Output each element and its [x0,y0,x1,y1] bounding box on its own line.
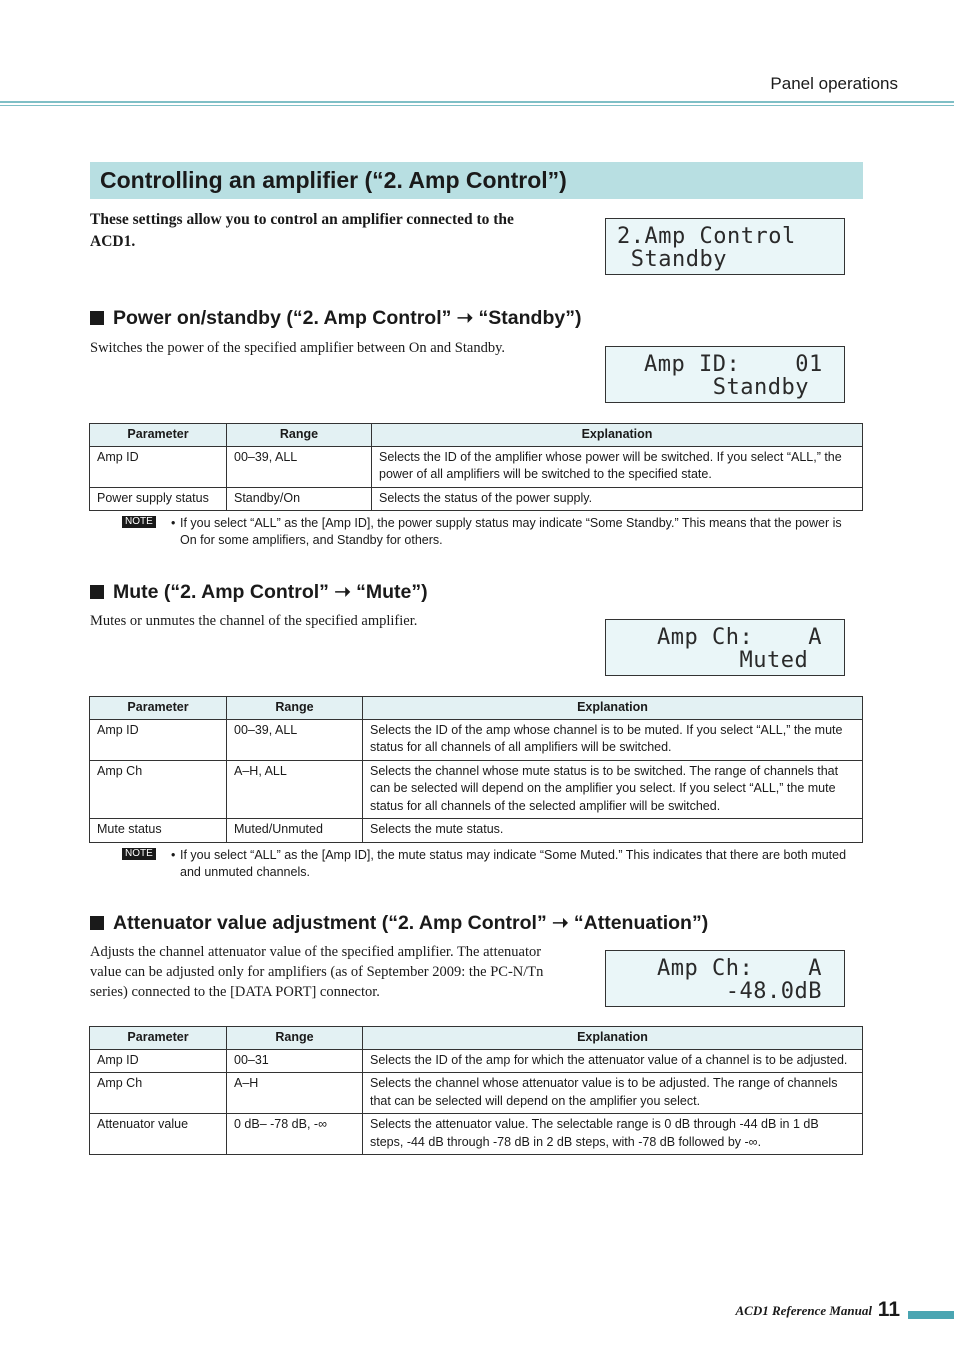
table-cell: Selects the mute status. [363,819,863,843]
lcd-line-1: Amp Ch: A [657,956,822,981]
lcd-power [605,346,845,403]
table-cell: Selects the channel whose attenuator value is to be adjusted. The range of channels that can be selected will depend on the amplifier you select. [363,1073,863,1114]
table-cell: A–H [227,1073,363,1114]
table-cell: Selects the ID of the amp for which the attenuator value of a channel is to be adjusted. [363,1049,863,1073]
intro-text: These settings allow you to control an amplifier connected to the ACD1. [90,211,514,250]
lcd-line-2: Standby [617,247,727,272]
lcd-mute [605,619,845,676]
power-description: Switches the power of the specified amplifier between On and Standby. [90,340,506,356]
header-rule-thin [0,105,954,106]
page-number: 11 [877,1298,900,1321]
section-header: Panel operations [770,74,898,93]
table-row [90,446,863,487]
footer-accent-bar [908,1311,954,1319]
lcd-line-2: Muted [657,648,809,673]
atten-heading: Attenuator value adjustment (“2. Amp Control” ➝ “Attenuation”) [90,911,708,935]
column-header: Explanation [372,424,863,447]
table-cell: A–H, ALL [227,760,363,819]
table-cell: Selects the ID of the amplifier whose power will be switched. If you select “ALL,” the power of all amplifiers will be switched to the specified state. [372,446,863,487]
power-note: If you select “ALL” as the [Amp ID], the power supply status may indicate “Some Standby.” This means that the power is On for some amplifiers, and Standby for others. [180,516,842,547]
table-cell: Amp Ch [90,760,227,819]
table-cell: 00–39, ALL [227,719,363,760]
column-header: Explanation [363,1027,863,1050]
table-cell: 0 dB– -78 dB, -∞ [227,1114,363,1155]
lcd-line-2: -48.0dB [657,979,822,1004]
table-cell: Selects the attenuator value. The selectable range is 0 dB through -44 dB in 1 dB steps, -44 dB through -78 dB in 2 dB steps, with -78 dB followed by -∞. [363,1114,863,1155]
square-bullet-icon [90,311,104,325]
lcd-main [605,218,845,275]
lcd-atten [605,950,845,1007]
column-header: Explanation [363,697,863,720]
table-row [90,719,863,760]
column-header: Range [227,424,372,447]
atten-description: Adjusts the channel attenuator value of the specified amplifier. The attenuator value can be adjusted only for amplifiers (as of September 2009: the PC-N/Tn series) connected to the [DATA PORT] connector. [90,944,544,1000]
lcd-line-1: Amp Ch: A [657,625,822,650]
power-table [89,423,863,511]
table-row [90,1073,863,1114]
square-bullet-icon [90,916,104,930]
table-header-row [90,1027,863,1050]
table-cell: Amp ID [90,446,227,487]
manual-name: ACD1 Reference Manual [735,1303,872,1318]
lcd-line-1: Amp ID: 01 [644,352,823,377]
page-title: Controlling an amplifier (“2. Amp Control”) [100,167,567,193]
square-bullet-icon [90,585,104,599]
lcd-line-1: 2.Amp Control [617,224,796,249]
table-header-row [90,424,863,447]
column-header: Parameter [90,1027,227,1050]
header-rule [0,101,954,103]
column-header: Range [227,1027,363,1050]
power-heading: Power on/standby (“2. Amp Control” ➝ “Standby”) [90,306,581,330]
column-header: Parameter [90,424,227,447]
atten-table [89,1026,863,1155]
table-cell: 00–31 [227,1049,363,1073]
table-cell: Amp Ch [90,1073,227,1114]
table-row [90,487,863,511]
table-cell: Muted/Unmuted [227,819,363,843]
lcd-line-2: Standby [644,375,809,400]
table-row [90,819,863,843]
bullet-icon: • [171,516,176,530]
table-row [90,1049,863,1073]
table-row [90,760,863,819]
table-cell: Selects the ID of the amp whose channel is to be muted. If you select “ALL,” the mute status for all channels of all amplifiers will be switched. [363,719,863,760]
mute-heading: Mute (“2. Amp Control” ➝ “Mute”) [90,580,428,604]
bullet-icon: • [171,848,176,862]
table-cell: Amp ID [90,719,227,760]
table-cell: Selects the status of the power supply. [372,487,863,511]
table-cell: 00–39, ALL [227,446,372,487]
mute-description: Mutes or unmutes the channel of the specified amplifier. [90,613,418,629]
column-header: Range [227,697,363,720]
table-header-row [90,697,863,720]
table-cell: Mute status [90,819,227,843]
note-badge: NOTE [122,516,156,528]
note-badge: NOTE [122,848,156,860]
table-cell: Attenuator value [90,1114,227,1155]
table-cell: Amp ID [90,1049,227,1073]
table-cell: Selects the channel whose mute status is to be switched. The range of channels that can be selected will depend on the amplifier you select. If you select “ALL,” the mute status for all channels of the selected amplifier will be switched. [363,760,863,819]
table-row [90,1114,863,1155]
table-cell: Standby/On [227,487,372,511]
column-header: Parameter [90,697,227,720]
mute-note: If you select “ALL” as the [Amp ID], the mute status may indicate “Some Muted.” This indicates that there are both muted and unmuted channels. [180,848,847,879]
table-cell: Power supply status [90,487,227,511]
mute-table [89,696,863,843]
